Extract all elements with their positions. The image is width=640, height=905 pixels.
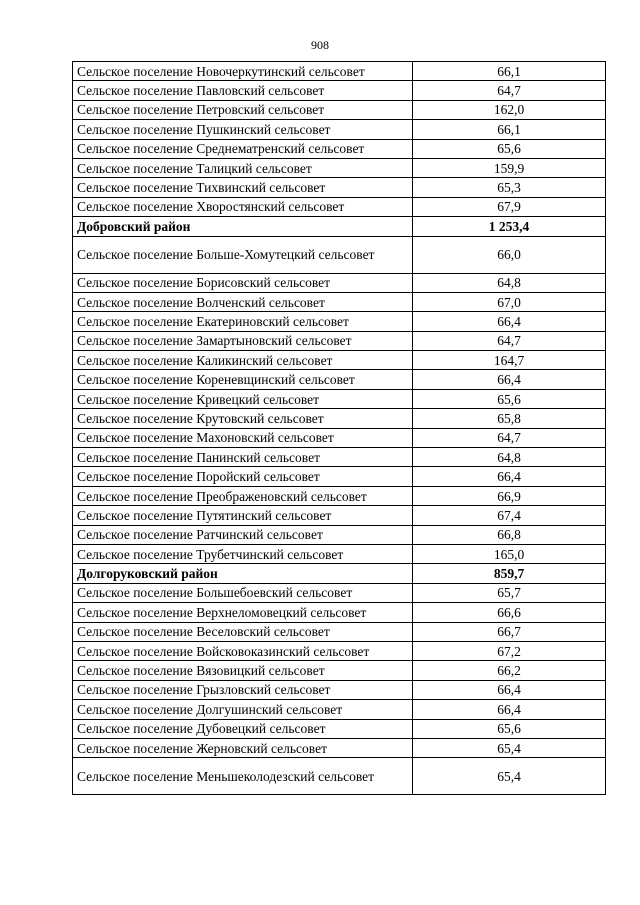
settlement-value-cell: 65,3 bbox=[413, 178, 606, 197]
table-row bbox=[73, 81, 606, 100]
settlement-name-cell: Сельское поселение Грызловский сельсовет bbox=[73, 680, 413, 699]
settlement-value-cell: 65,8 bbox=[413, 409, 606, 428]
table-row bbox=[73, 120, 606, 139]
settlement-name-cell: Сельское поселение Преображеновский сельсовет bbox=[73, 486, 413, 505]
settlement-value-cell: 64,7 bbox=[413, 331, 606, 350]
table-row bbox=[73, 139, 606, 158]
settlement-name-cell: Сельское поселение Вязовицкий сельсовет bbox=[73, 661, 413, 680]
table-row bbox=[73, 409, 606, 428]
settlement-name-cell: Сельское поселение Тихвинский сельсовет bbox=[73, 178, 413, 197]
table-row bbox=[73, 448, 606, 467]
settlement-value-cell: 66,0 bbox=[413, 236, 606, 273]
table-row bbox=[73, 428, 606, 447]
settlement-value-cell: 67,2 bbox=[413, 641, 606, 660]
table-row bbox=[73, 236, 606, 273]
settlement-value-cell: 66,4 bbox=[413, 700, 606, 719]
settlement-name-cell: Сельское поселение Махоновский сельсовет bbox=[73, 428, 413, 447]
settlement-name-cell: Сельское поселение Среднематренский сельсовет bbox=[73, 139, 413, 158]
table-row bbox=[73, 292, 606, 311]
settlement-name-cell: Сельское поселение Долгушинский сельсовет bbox=[73, 700, 413, 719]
settlement-value-cell: 64,8 bbox=[413, 273, 606, 292]
settlement-value-cell: 66,4 bbox=[413, 370, 606, 389]
district-name-cell: Долгоруковский район bbox=[73, 564, 413, 583]
settlement-name-cell: Сельское поселение Борисовский сельсовет bbox=[73, 273, 413, 292]
settlement-name-cell: Сельское поселение Ратчинский сельсовет bbox=[73, 525, 413, 544]
table-row bbox=[73, 312, 606, 331]
district-value-cell: 1 253,4 bbox=[413, 217, 606, 236]
settlement-name-cell: Сельское поселение Трубетчинский сельсовет bbox=[73, 544, 413, 563]
table-row bbox=[73, 758, 606, 795]
table-row bbox=[73, 100, 606, 119]
settlement-value-cell: 165,0 bbox=[413, 544, 606, 563]
table-row bbox=[73, 389, 606, 408]
table-row bbox=[73, 738, 606, 757]
settlement-value-cell: 64,7 bbox=[413, 81, 606, 100]
settlement-name-cell: Сельское поселение Путятинский сельсовет bbox=[73, 506, 413, 525]
settlement-value-cell: 66,9 bbox=[413, 486, 606, 505]
table-row bbox=[73, 486, 606, 505]
settlement-value-cell: 66,1 bbox=[413, 120, 606, 139]
data-table bbox=[72, 61, 606, 795]
settlement-name-cell: Сельское поселение Талицкий сельсовет bbox=[73, 158, 413, 177]
settlement-value-cell: 66,2 bbox=[413, 661, 606, 680]
settlement-name-cell: Сельское поселение Кривецкий сельсовет bbox=[73, 389, 413, 408]
table-row bbox=[73, 525, 606, 544]
settlement-value-cell: 67,0 bbox=[413, 292, 606, 311]
settlement-value-cell: 66,8 bbox=[413, 525, 606, 544]
settlement-name-cell: Сельское поселение Каликинский сельсовет bbox=[73, 351, 413, 370]
settlement-value-cell: 64,8 bbox=[413, 448, 606, 467]
settlement-value-cell: 66,4 bbox=[413, 312, 606, 331]
settlement-name-cell: Сельское поселение Поройский сельсовет bbox=[73, 467, 413, 486]
settlement-name-cell: Сельское поселение Новочеркутинский сельсовет bbox=[73, 62, 413, 81]
settlement-value-cell: 66,6 bbox=[413, 603, 606, 622]
settlement-name-cell: Сельское поселение Павловский сельсовет bbox=[73, 81, 413, 100]
table-row bbox=[73, 158, 606, 177]
table-row bbox=[73, 62, 606, 81]
settlement-value-cell: 164,7 bbox=[413, 351, 606, 370]
table-row bbox=[73, 370, 606, 389]
page-number: 908 bbox=[311, 38, 329, 52]
settlement-name-cell: Сельское поселение Екатериновский сельсовет bbox=[73, 312, 413, 331]
settlement-name-cell: Сельское поселение Большебоевский сельсовет bbox=[73, 583, 413, 602]
settlement-name-cell: Сельское поселение Хворостянский сельсовет bbox=[73, 197, 413, 216]
settlement-value-cell: 64,7 bbox=[413, 428, 606, 447]
settlement-name-cell: Сельское поселение Кореневщинский сельсовет bbox=[73, 370, 413, 389]
table-body bbox=[73, 62, 606, 795]
settlement-name-cell: Сельское поселение Панинский сельсовет bbox=[73, 448, 413, 467]
settlement-value-cell: 66,4 bbox=[413, 467, 606, 486]
settlement-name-cell: Сельское поселение Пушкинский сельсовет bbox=[73, 120, 413, 139]
table-row bbox=[73, 700, 606, 719]
table-row bbox=[73, 680, 606, 699]
table-row bbox=[73, 351, 606, 370]
settlement-value-cell: 65,4 bbox=[413, 738, 606, 757]
settlement-value-cell: 65,6 bbox=[413, 389, 606, 408]
settlement-value-cell: 159,9 bbox=[413, 158, 606, 177]
table-row bbox=[73, 583, 606, 602]
settlement-name-cell: Сельское поселение Жерновский сельсовет bbox=[73, 738, 413, 757]
table-row bbox=[73, 197, 606, 216]
table-row bbox=[73, 622, 606, 641]
table-row bbox=[73, 544, 606, 563]
settlement-name-cell: Сельское поселение Петровский сельсовет bbox=[73, 100, 413, 119]
settlement-value-cell: 65,6 bbox=[413, 139, 606, 158]
table-row bbox=[73, 719, 606, 738]
table-row bbox=[73, 506, 606, 525]
settlement-name-cell: Сельское поселение Волченский сельсовет bbox=[73, 292, 413, 311]
settlement-name-cell: Сельское поселение Крутовский сельсовет bbox=[73, 409, 413, 428]
settlement-name-cell: Сельское поселение Замартыновский сельсовет bbox=[73, 331, 413, 350]
settlement-value-cell: 162,0 bbox=[413, 100, 606, 119]
settlement-value-cell: 65,4 bbox=[413, 758, 606, 795]
settlement-name-cell: Сельское поселение Меньшеколодезский сельсовет bbox=[73, 758, 413, 795]
table-row bbox=[73, 467, 606, 486]
settlement-name-cell: Сельское поселение Веселовский сельсовет bbox=[73, 622, 413, 641]
settlement-name-cell: Сельское поселение Войсковоказинский сельсовет bbox=[73, 641, 413, 660]
table-row bbox=[73, 603, 606, 622]
settlement-value-cell: 66,1 bbox=[413, 62, 606, 81]
table-row bbox=[73, 661, 606, 680]
settlement-value-cell: 67,9 bbox=[413, 197, 606, 216]
settlement-name-cell: Сельское поселение Больше-Хомутецкий сельсовет bbox=[73, 236, 413, 273]
settlement-value-cell: 67,4 bbox=[413, 506, 606, 525]
settlement-name-cell: Сельское поселение Верхнеломовецкий сельсовет bbox=[73, 603, 413, 622]
settlement-value-cell: 66,7 bbox=[413, 622, 606, 641]
district-row bbox=[73, 564, 606, 583]
settlement-value-cell: 66,4 bbox=[413, 680, 606, 699]
table-row bbox=[73, 641, 606, 660]
district-name-cell: Добровский район bbox=[73, 217, 413, 236]
settlement-name-cell: Сельское поселение Дубовецкий сельсовет bbox=[73, 719, 413, 738]
table-row bbox=[73, 178, 606, 197]
table-row bbox=[73, 331, 606, 350]
table-row bbox=[73, 273, 606, 292]
district-row bbox=[73, 217, 606, 236]
settlement-value-cell: 65,6 bbox=[413, 719, 606, 738]
district-value-cell: 859,7 bbox=[413, 564, 606, 583]
settlement-value-cell: 65,7 bbox=[413, 583, 606, 602]
